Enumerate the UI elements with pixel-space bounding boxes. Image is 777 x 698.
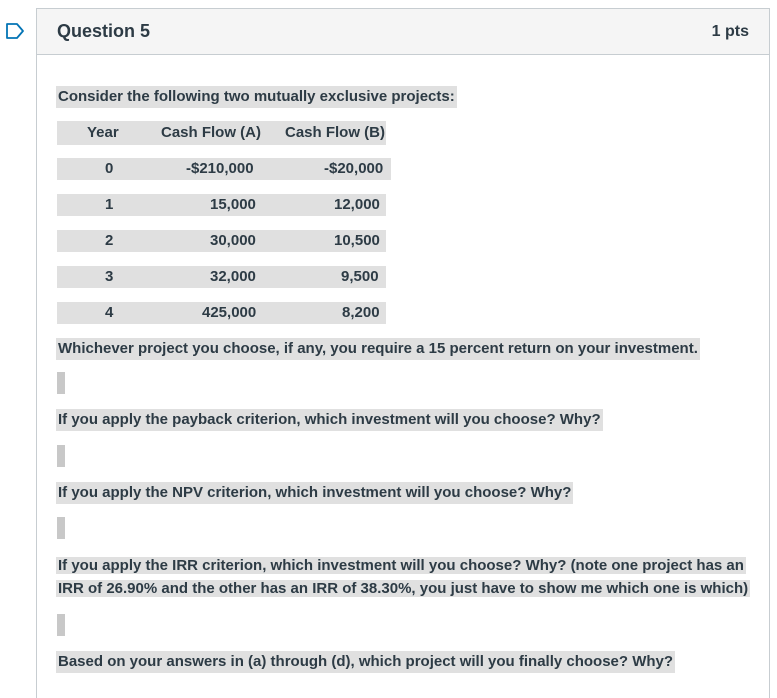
cell-cash-flow-a: -$210,000 — [186, 160, 254, 177]
cell-year: 4 — [105, 304, 114, 321]
bookmark-flag-icon[interactable] — [5, 22, 25, 40]
intro-text: Consider the following two mutually exclusive projects: — [56, 86, 457, 108]
answer-placeholder[interactable] — [57, 372, 65, 394]
irr-question — [56, 554, 750, 600]
requirement-text: Whichever project you choose, if any, you require a 15 percent return on your investment. — [56, 338, 700, 360]
cell-cash-flow-a: 425,000 — [202, 304, 257, 321]
col-header-cash-flow-b: Cash Flow (B) — [285, 124, 385, 141]
question-header — [37, 9, 769, 55]
npv-question: If you apply the NPV criterion, which investment will you choose? Why? — [56, 482, 573, 504]
irr-question-line-2: IRR of 26.90% and the other has an IRR of 38.30%, you just have to show me which one is which) — [58, 580, 749, 597]
question-points: 1 pts — [711, 22, 749, 40]
table-header-row — [57, 121, 386, 145]
cell-cash-flow-a: 30,000 — [210, 232, 256, 249]
payback-question: If you apply the payback criterion, which investment will you choose? Why? — [56, 409, 603, 431]
cell-year: 0 — [105, 160, 114, 177]
cell-cash-flow-b: -$20,000 — [324, 160, 384, 177]
answer-placeholder[interactable] — [57, 614, 65, 636]
cell-year: 1 — [105, 196, 114, 213]
question-card — [36, 8, 770, 698]
cell-year: 2 — [105, 232, 114, 249]
question-title: Question 5 — [57, 21, 151, 41]
col-header-cash-flow-a: Cash Flow (A) — [161, 124, 261, 141]
cell-cash-flow-a: 15,000 — [210, 196, 256, 213]
cell-cash-flow-b: 8,200 — [342, 304, 380, 321]
cell-cash-flow-b: 10,500 — [334, 232, 380, 249]
cell-cash-flow-a: 32,000 — [210, 268, 256, 285]
cell-cash-flow-b: 9,500 — [341, 268, 379, 285]
answer-placeholder[interactable] — [57, 445, 65, 467]
col-header-year: Year — [87, 124, 119, 141]
cell-cash-flow-b: 12,000 — [334, 196, 380, 213]
final-question: Based on your answers in (a) through (d), which project will you finally choose? Why? — [56, 651, 675, 673]
answer-placeholder[interactable] — [57, 517, 65, 539]
cell-year: 3 — [105, 268, 114, 285]
irr-question-line-1: If you apply the IRR criterion, which investment will you choose? Why? (note one project has an — [58, 557, 744, 574]
